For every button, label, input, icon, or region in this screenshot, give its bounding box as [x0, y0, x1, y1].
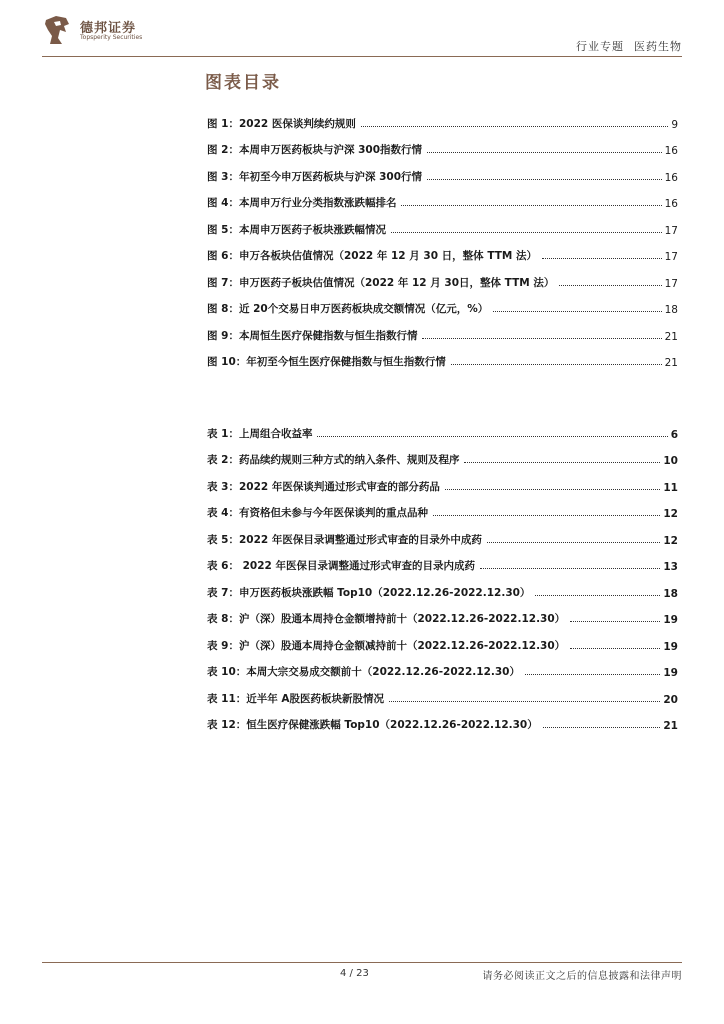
dot-leader	[525, 674, 660, 675]
entry-page: 16	[664, 145, 678, 157]
figure-list	[207, 104, 678, 369]
dot-leader	[433, 515, 660, 516]
toc-entry[interactable]	[207, 547, 678, 574]
dot-leader	[480, 568, 660, 569]
dot-leader	[451, 364, 662, 365]
toc-entry[interactable]	[207, 184, 678, 211]
brand-name-en: Topsperity Securities	[80, 34, 143, 41]
dot-leader	[422, 338, 661, 339]
dot-leader	[487, 542, 661, 543]
sector-label: 医药生物	[634, 40, 682, 53]
entry-label: 表 7：申万医药板块涨跌幅 Top10（2022.12.26-2022.12.30）	[207, 586, 531, 599]
toc-entry[interactable]	[207, 237, 678, 264]
toc-entry[interactable]	[207, 520, 678, 547]
entry-page: 12	[663, 534, 678, 547]
toc-entry[interactable]	[207, 706, 678, 733]
toc-entry[interactable]	[207, 104, 678, 131]
brand-name-cn: 德邦证券	[80, 21, 137, 36]
dot-leader	[427, 179, 662, 180]
company-logo-icon	[42, 14, 72, 46]
entry-page: 12	[663, 508, 678, 520]
toc-entry[interactable]	[207, 343, 678, 370]
entry-page: 19	[663, 614, 678, 626]
entry-label: 图 5：本周申万医药子板块涨跌幅情况	[207, 223, 386, 236]
table-list	[207, 414, 678, 732]
entry-page: 19	[663, 640, 678, 653]
entry-label: 图 4：本周申万行业分类指数涨跌幅排名	[207, 197, 397, 209]
entry-page: 21	[664, 357, 678, 369]
entry-page: 9	[671, 118, 678, 131]
entry-page: 20	[663, 693, 678, 706]
toc-entry[interactable]	[207, 210, 678, 237]
page-number: 4 / 23	[340, 968, 369, 979]
dot-leader	[493, 311, 661, 312]
dot-leader	[559, 285, 661, 286]
entry-label: 图 9：本周恒生医疗保健指数与恒生指数行情	[207, 329, 418, 342]
dot-leader	[427, 152, 662, 153]
entry-page: 21	[663, 720, 678, 732]
entry-page: 6	[670, 428, 678, 441]
toc-entry[interactable]	[207, 653, 678, 680]
entry-label: 图 6：申万各板块估值情况（2022 年 12 月 30 日，整体 TTM 法）	[207, 250, 538, 262]
entry-page: 17	[664, 224, 678, 237]
entry-label: 图 7：申万医药子板块估值情况（2022 年 12 月 30日，整体 TTM 法）	[207, 276, 555, 289]
toc-entry[interactable]	[207, 600, 678, 627]
dot-leader	[401, 205, 661, 206]
entry-page: 16	[664, 171, 678, 184]
header-divider	[42, 56, 682, 57]
dot-leader	[464, 462, 660, 463]
toc-entry[interactable]	[207, 316, 678, 343]
entry-label: 表 4：有资格但未参与今年医保谈判的重点品种	[207, 507, 428, 519]
entry-label: 图 1：2022 医保谈判续约规则	[207, 117, 356, 130]
entry-page: 19	[663, 667, 678, 679]
entry-label: 图 3：年初至今申万医药板块与沪深 300行情	[207, 170, 423, 183]
legal-disclaimer: 请务必阅读正文之后的信息披露和法律声明	[482, 971, 682, 982]
entry-label: 表 2：药品续约规则三种方式的纳入条件、规则及程序	[207, 454, 460, 466]
entry-label: 表 3：2022 年医保谈判通过形式审查的部分药品	[207, 480, 440, 493]
entry-label: 表 11：近半年 A股医药板块新股情况	[207, 692, 385, 705]
toc-entry[interactable]	[207, 414, 678, 441]
toc-entry[interactable]	[207, 494, 678, 521]
dot-leader	[543, 727, 661, 728]
dot-leader	[542, 258, 662, 259]
page-header	[42, 14, 682, 58]
dot-leader	[317, 436, 667, 437]
entry-label: 表 5：2022 年医保目录调整通过形式审查的目录外中成药	[207, 533, 482, 546]
toc-entry[interactable]	[207, 441, 678, 468]
entry-label: 表 6： 2022 年医保目录调整通过形式审查的目录内成药	[207, 560, 475, 572]
entry-label: 表 9：沪（深）股通本周持仓金额减持前十（2022.12.26-2022.12.30）	[207, 639, 566, 652]
entry-page: 13	[663, 561, 678, 573]
entry-page: 17	[664, 251, 678, 263]
entry-page: 17	[664, 277, 678, 290]
toc-entry[interactable]	[207, 626, 678, 653]
entry-label: 表 1：上周组合收益率	[207, 427, 313, 440]
toc-entry[interactable]	[207, 467, 678, 494]
dot-leader	[389, 701, 660, 702]
entry-label: 图 10：年初至今恒生医疗保健指数与恒生指数行情	[207, 356, 446, 368]
entry-label: 表 12：恒生医疗保健涨跌幅 Top10（2022.12.26-2022.12.30）	[207, 719, 538, 731]
dot-leader	[570, 648, 660, 649]
toc-entry[interactable]	[207, 573, 678, 600]
dot-leader	[535, 595, 660, 596]
entry-label: 图 2：本周申万医药板块与沪深 300指数行情	[207, 144, 423, 156]
entry-page: 18	[663, 587, 678, 600]
toc-entry[interactable]	[207, 290, 678, 317]
toc-entry[interactable]	[207, 131, 678, 158]
toc-entry[interactable]	[207, 263, 678, 290]
category-label: 行业专题	[576, 40, 624, 53]
entry-page: 21	[664, 330, 678, 343]
toc-entry[interactable]	[207, 679, 678, 706]
dot-leader	[391, 232, 662, 233]
footer-divider	[42, 962, 682, 963]
toc-title: 图表目录	[205, 73, 281, 93]
entry-label: 表 10：本周大宗交易成交额前十（2022.12.26-2022.12.30）	[207, 666, 520, 678]
entry-page: 16	[664, 198, 678, 210]
dot-leader	[361, 126, 668, 127]
entry-label: 表 8：沪（深）股通本周持仓金额增持前十（2022.12.26-2022.12.30）	[207, 613, 566, 625]
entry-page: 18	[664, 304, 678, 316]
toc-entry[interactable]	[207, 157, 678, 184]
dot-leader	[570, 621, 660, 622]
entry-page: 11	[663, 481, 678, 494]
entry-label: 图 8：近 20个交易日申万医药板块成交额情况（亿元，%）	[207, 303, 489, 315]
report-category	[576, 38, 682, 54]
entry-page: 10	[663, 455, 678, 467]
dot-leader	[445, 489, 661, 490]
